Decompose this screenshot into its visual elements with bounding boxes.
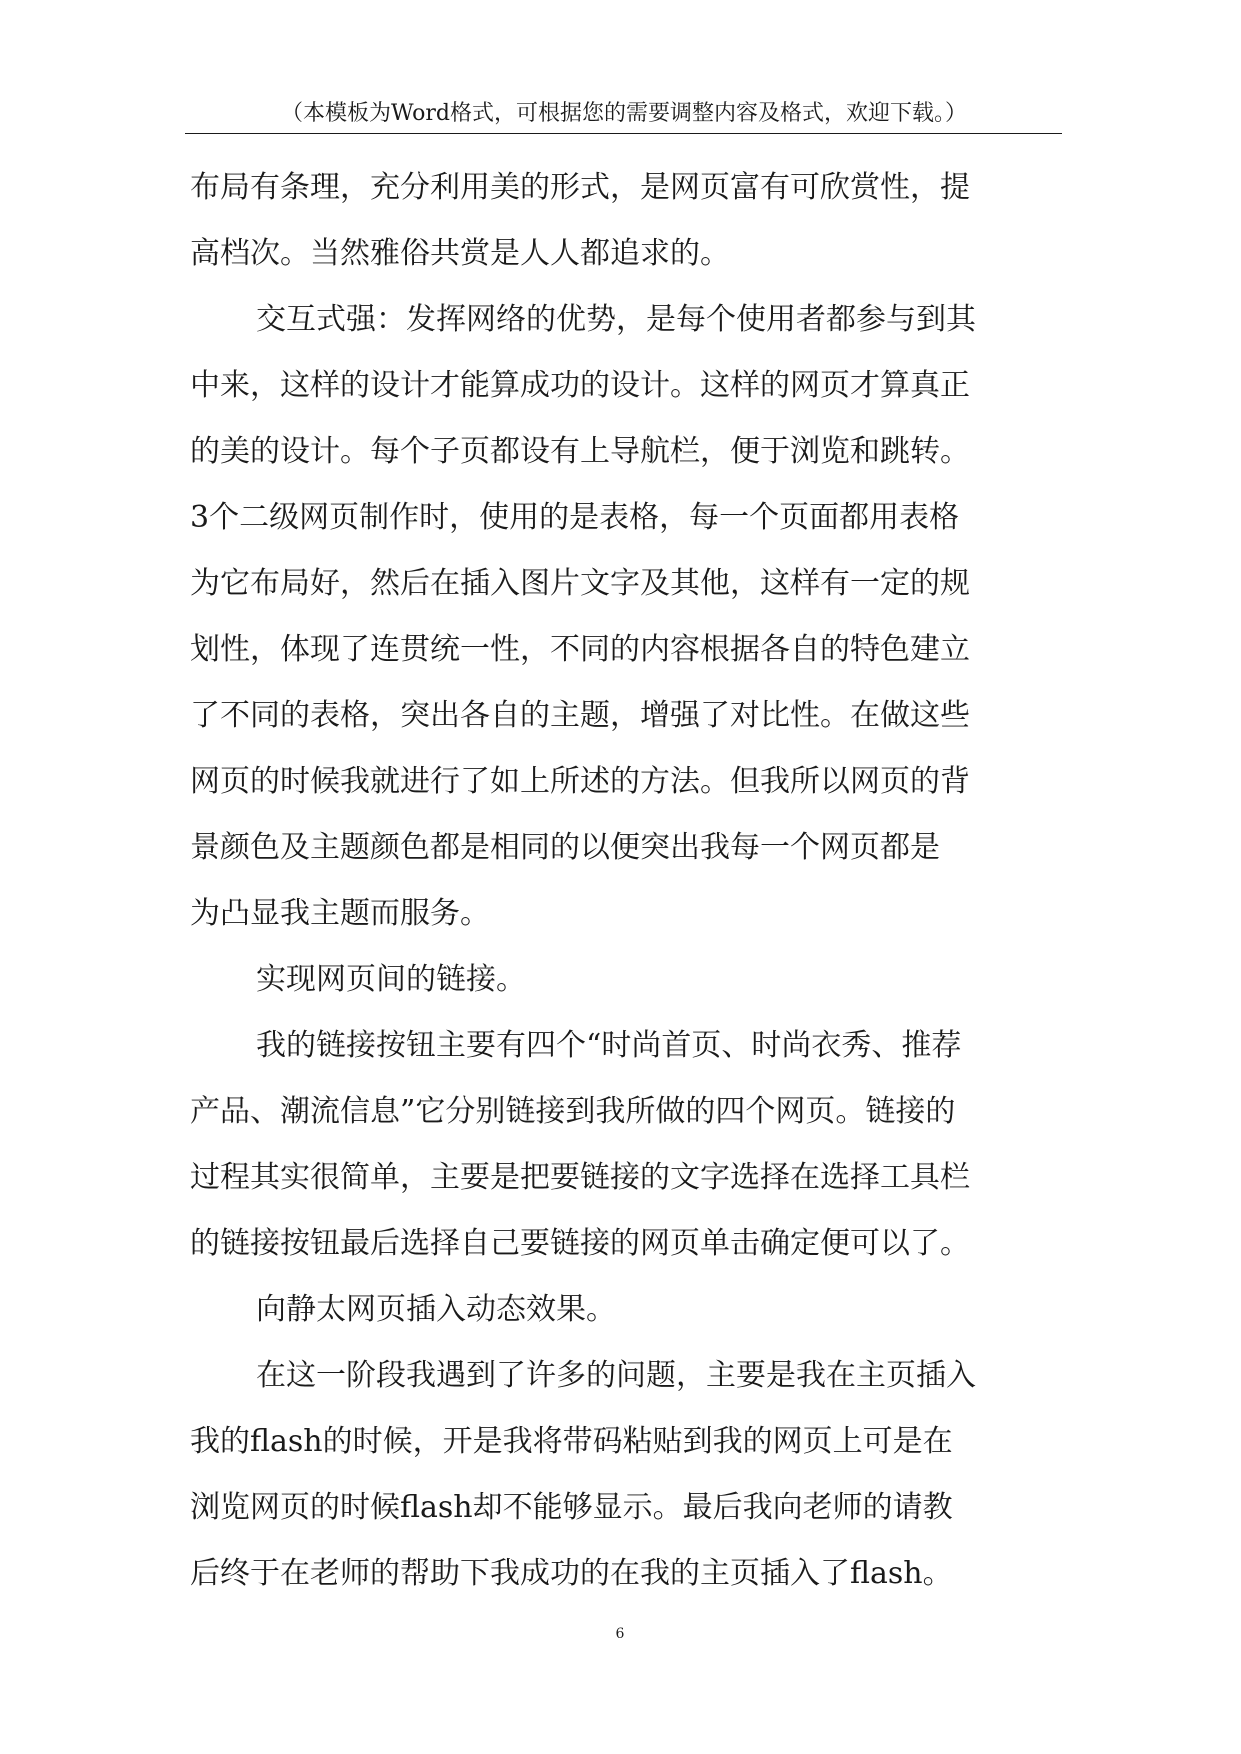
body-line: 为它布局好，然后在插入图片文字及其他，这样有一定的规 [190,566,970,601]
page-number: 6 [615,1626,625,1642]
header-divider [185,133,1062,134]
body-line: 浏览网页的时候flash却不能够显示。最后我向老师的请教 [190,1490,953,1525]
paragraph-start-line: 交互式强：发挥网络的优势，是每个使用者都参与到其 [256,302,976,337]
body-line: 我的flash的时候，开是我将带码粘贴到我的网页上可是在 [190,1424,953,1459]
body-line: 中来，这样的设计才能算成功的设计。这样的网页才算真正 [190,368,970,403]
body-line: 高档次。当然雅俗共赏是人人都追求的。 [190,236,730,271]
section-heading-line: 向静太网页插入动态效果。 [256,1292,616,1327]
body-line: 景颜色及主题颜色都是相同的以便突出我每一个网页都是 [190,830,940,865]
paragraph-start-line: 我的链接按钮主要有四个“时尚首页、时尚衣秀、推荐 [256,1028,962,1063]
body-line: 的美的设计。每个子页都设有上导航栏，便于浏览和跳转。 [190,434,970,469]
paragraph-start-line: 在这一阶段我遇到了许多的问题，主要是我在主页插入 [256,1358,976,1393]
body-line: 了不同的表格，突出各自的主题，增强了对比性。在做这些 [190,698,970,733]
document-body [190,155,1090,1607]
section-heading-line: 实现网页间的链接。 [256,962,526,997]
body-line: 过程其实很简单，主要是把要链接的文字选择在选择工具栏 [190,1160,970,1195]
body-line: 布局有条理，充分利用美的形式，是网页富有可欣赏性，提 [190,170,970,205]
body-line: 后终于在老师的帮助下我成功的在我的主页插入了flash。 [190,1556,953,1591]
body-line: 的链接按钮最后选择自己要链接的网页单击确定便可以了。 [190,1226,970,1261]
body-line: 划性，体现了连贯统一性，不同的内容根据各自的特色建立 [190,632,970,667]
body-line: 网页的时候我就进行了如上所述的方法。但我所以网页的背 [190,764,970,799]
body-line: 3个二级网页制作时，使用的是表格，每一个页面都用表格 [190,500,960,535]
page-header-note: （本模板为Word格式，可根据您的需要调整内容及格式，欢迎下载。） [281,101,967,126]
body-line: 为凸显我主题而服务。 [190,896,490,931]
body-line: 产品、潮流信息”它分别链接到我所做的四个网页。链接的 [190,1094,956,1129]
